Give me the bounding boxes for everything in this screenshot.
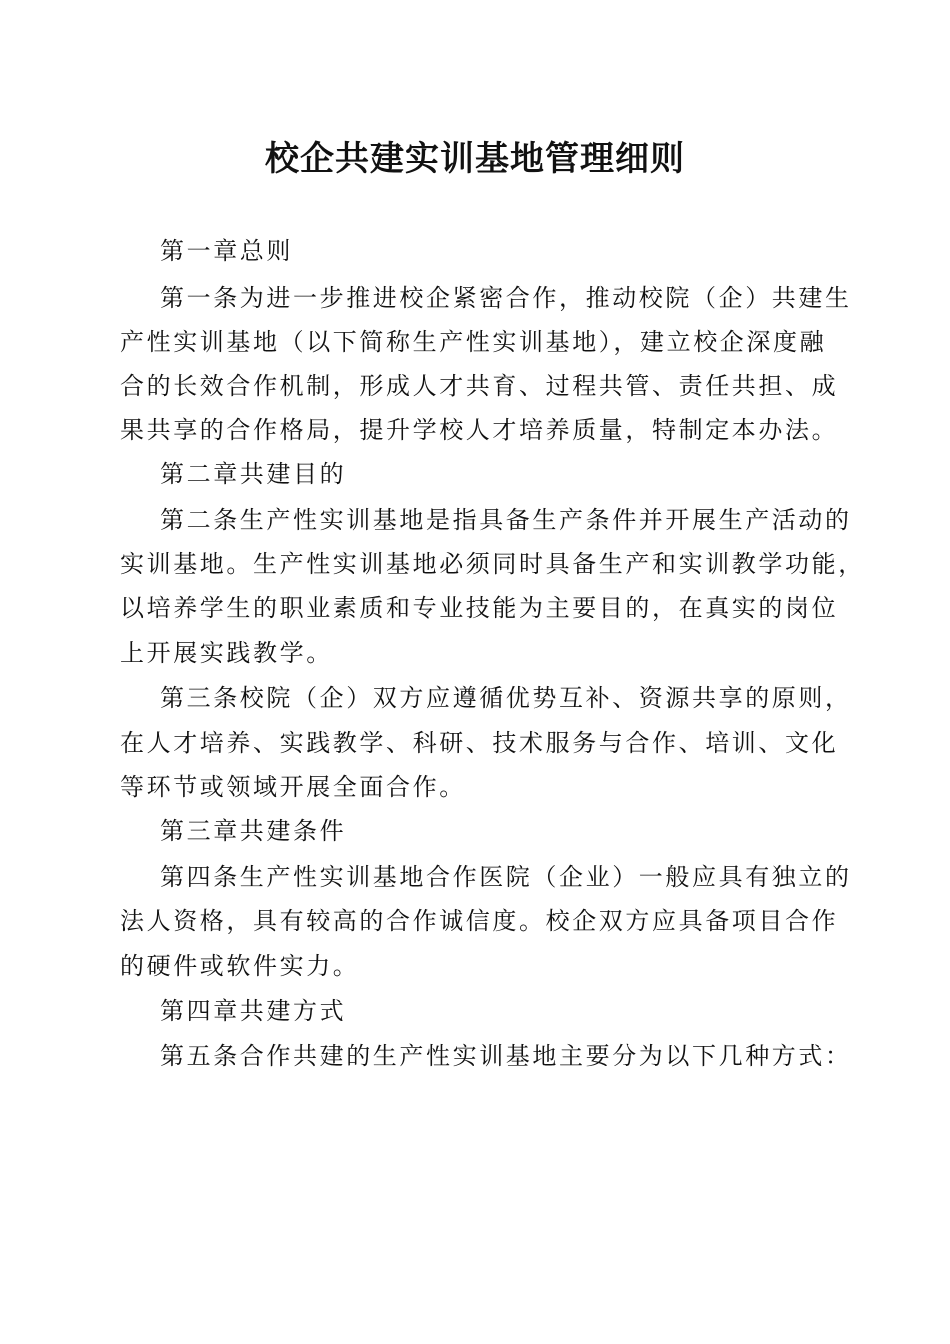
article-4-line-1: 第四条生产性实训基地合作医院（企业）一般应具有独立的 bbox=[160, 863, 852, 891]
article-3-line-2: 在人才培养、实践教学、科研、技术服务与合作、培训、文化 bbox=[120, 729, 839, 757]
article-4-line-3: 的硬件或软件实力。 bbox=[120, 952, 360, 980]
article-1-line-4: 果共享的合作格局，提升学校人才培养质量，特制定本办法。 bbox=[120, 416, 839, 444]
article-5-line-1: 第五条合作共建的生产性实训基地主要分为以下几种方式： bbox=[160, 1042, 852, 1070]
article-2-line-1: 第二条生产性实训基地是指具备生产条件并开展生产活动的 bbox=[160, 506, 852, 534]
article-1-line-2: 产性实训基地（以下简称生产性实训基地），建立校企深度融 bbox=[120, 328, 827, 356]
article-3-line-1: 第三条校院（企）双方应遵循优势互补、资源共享的原则， bbox=[160, 684, 852, 712]
article-2-line-3: 以培养学生的职业素质和专业技能为主要目的，在真实的岗位 bbox=[120, 594, 839, 622]
article-1-line-1: 第一条为进一步推进校企紧密合作，推动校院（企）共建生 bbox=[160, 284, 852, 312]
chapter-heading-2: 第二章共建目的 bbox=[160, 460, 347, 488]
article-3-line-3: 等环节或领域开展全面合作。 bbox=[120, 773, 466, 801]
chapter-heading-1: 第一章总则 bbox=[160, 237, 293, 265]
article-4-line-2: 法人资格，具有较高的合作诚信度。校企双方应具备项目合作 bbox=[120, 907, 839, 935]
article-2-line-4: 上开展实践教学。 bbox=[120, 639, 333, 667]
chapter-heading-3: 第三章共建条件 bbox=[160, 817, 347, 845]
document-title: 校企共建实训基地管理细则 bbox=[265, 139, 685, 179]
article-1-line-3: 合的长效合作机制，形成人才共育、过程共管、责任共担、成 bbox=[120, 372, 839, 400]
article-2-line-2: 实训基地。生产性实训基地必须同时具备生产和实训教学功能， bbox=[120, 550, 865, 578]
chapter-heading-4: 第四章共建方式 bbox=[160, 997, 347, 1025]
